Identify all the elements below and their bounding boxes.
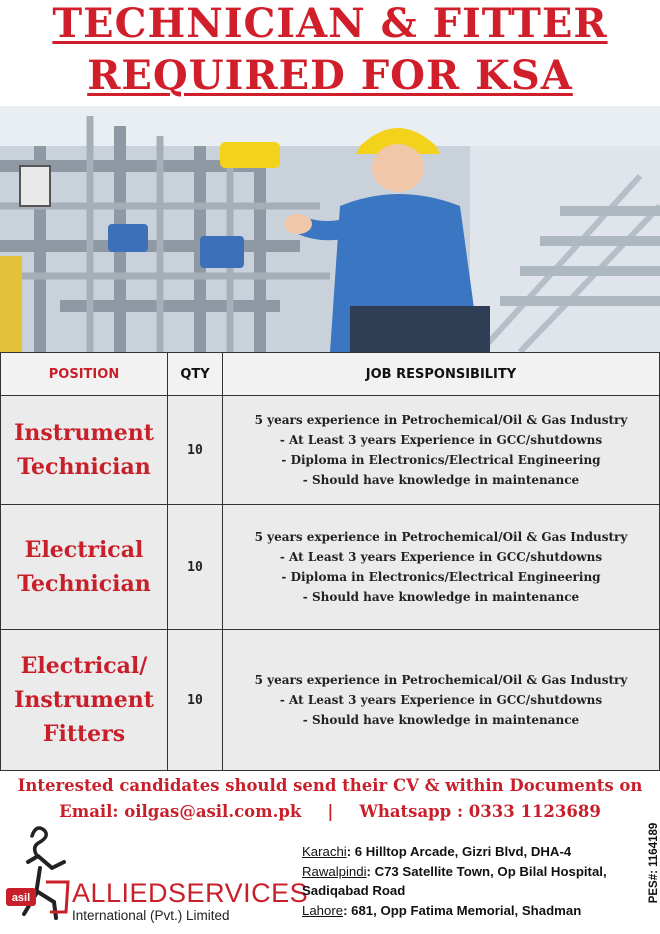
technician-photo xyxy=(0,106,660,352)
address-rawalpindi: Rawalpindi: C73 Satellite Town, Op Bilal Hospital, Sadiqabad Road xyxy=(302,863,607,898)
table-row xyxy=(1,396,660,505)
position-header: POSITION xyxy=(1,353,168,396)
table-row xyxy=(1,505,660,630)
logo-badge: asil xyxy=(11,892,31,904)
table-header-row xyxy=(1,353,660,396)
responsibility-list: 5 years experience in Petrochemical/Oil & Gas Industry - At Least 3 years Experience in GCC/shutdowns - Diploma in Electronics/Electrical Engineering - Should have knowledge in maintenance xyxy=(223,396,660,505)
application-instructions: Interested candidates should send their CV & within Documents on xyxy=(17,776,643,795)
qty-value: 10 xyxy=(168,630,223,771)
responsibility-list: 5 years experience in Petrochemical/Oil & Gas Industry - At Least 3 years Experience in GCC/shutdowns - Should have knowledge in maintenance xyxy=(223,630,660,771)
position-name: Electrical Technician xyxy=(1,505,168,630)
logo-figure-icon xyxy=(6,822,76,922)
address-lahore: Lahore: 681, Opp Fatima Memorial, Shadman xyxy=(302,902,582,918)
qty-value: 10 xyxy=(168,505,223,630)
license-number: PES#: 1164189 xyxy=(648,822,660,904)
company-subtitle: International (Pvt.) Limited xyxy=(72,908,230,923)
address-karachi: Karachi: 6 Hilltop Arcade, Gizri Blvd, DHA-4 xyxy=(302,844,572,859)
jobs-table xyxy=(0,352,660,771)
office-addresses xyxy=(302,842,648,920)
email-link[interactable]: Email: oilgas@asil.com.pk xyxy=(59,802,302,821)
responsibility-header: JOB RESPONSIBILITY xyxy=(223,353,660,396)
position-name: Instrument Technician xyxy=(1,396,168,505)
qty-value: 10 xyxy=(168,396,223,505)
contact-line xyxy=(0,802,660,821)
company-logo xyxy=(6,822,309,930)
contact-separator: | xyxy=(327,802,334,821)
headline-line-1: TECHNICIAN & FITTER xyxy=(52,0,608,47)
position-name: Electrical/ Instrument Fitters xyxy=(1,630,168,771)
table-row xyxy=(1,630,660,771)
qty-header: QTY xyxy=(168,353,223,396)
company-name: ALLIEDSERVICES xyxy=(72,878,309,908)
headline-line-2: REQUIRED FOR KSA xyxy=(87,52,573,99)
responsibility-list: 5 years experience in Petrochemical/Oil & Gas Industry - At Least 3 years Experience in GCC/shutdowns - Diploma in Electronics/Electrical Engineering - Should have knowledge in maintenance xyxy=(223,505,660,630)
whatsapp-link[interactable]: Whatsapp : 0333 1123689 xyxy=(359,802,601,821)
